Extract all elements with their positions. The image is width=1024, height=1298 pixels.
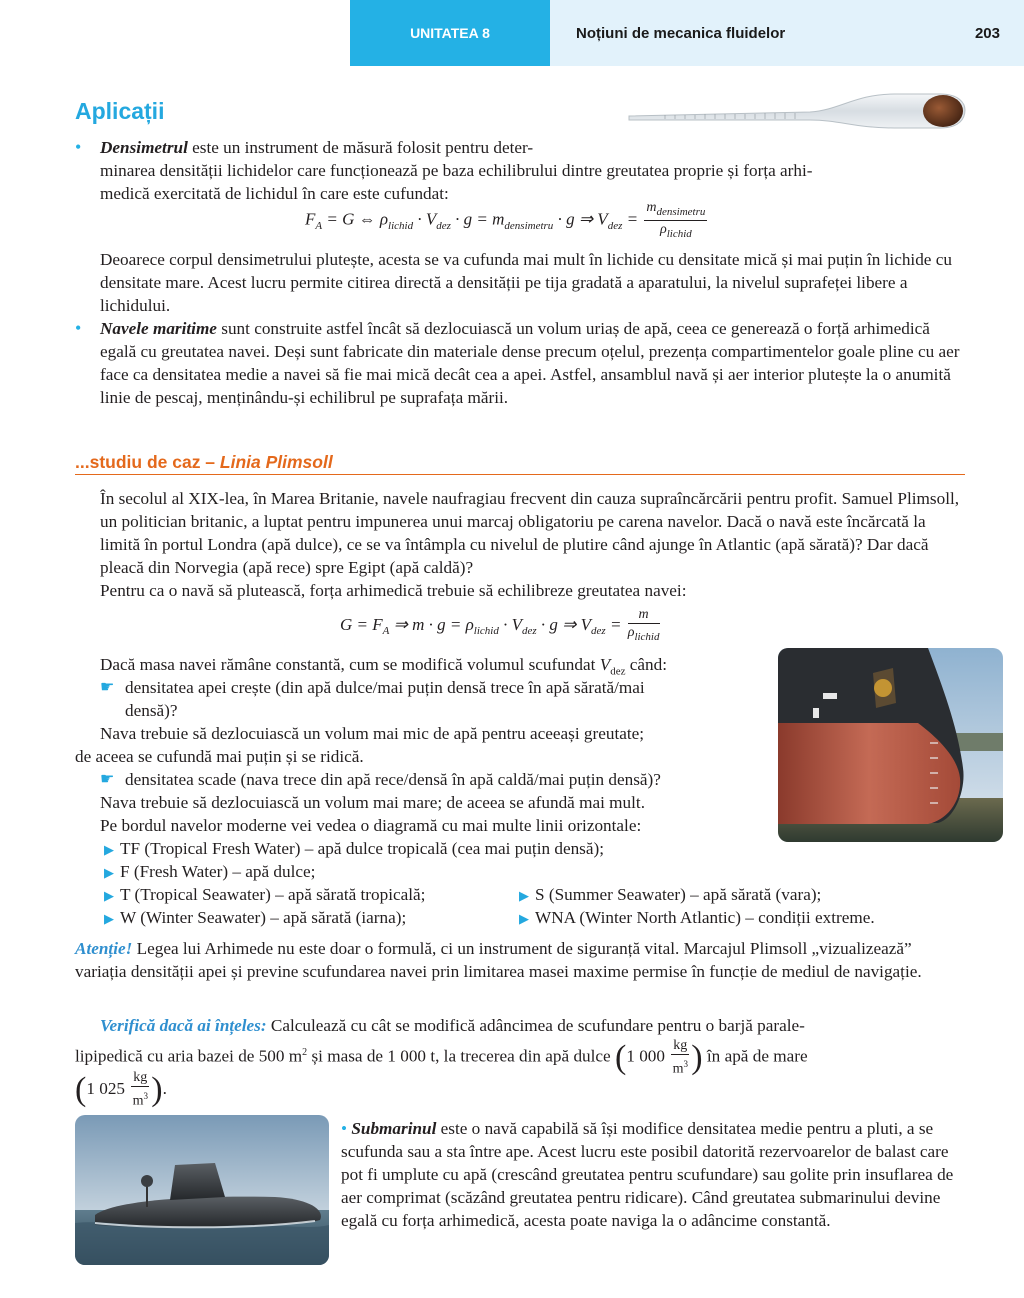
bullet-submarin: • — [341, 1119, 348, 1138]
submarin-keyword: Submarinul — [351, 1119, 437, 1138]
verifica-line-1: Verifică dacă ai înțeles: Calculează cu cât se modifică adâncimea de scufundare pentru o barjă parale- — [100, 1016, 805, 1035]
nave-paragraph: Navele maritime sunt construite astfel încât să dezlocuiască un volum uriaș de apă, ceea ce generează o forță arhimedică egală cu greutatea navei. Deși sunt fabricate din materiale dense precum oțelul, prezența compartimentelor goale pline cu aer face ca densitatea medie a navei să fie mai mică decât cea a apei. Astfel, ansamblul navă și aer interior plutește la o anumită linie de pescaj, menținându-și echilibrul pe suprafața mării. — [100, 319, 960, 407]
densimetru-line-3: medică exercitată de lichidul în care este cufundat: — [100, 184, 449, 203]
list-item: ▶ WNA (Winter North Atlantic) – condiții extreme. — [519, 908, 875, 927]
question-line: Dacă masa navei rămâne constantă, cum se modifică volumul scufundat $V_{dez}$ când: — [100, 655, 667, 678]
triangle-bullet-icon: ▶ — [104, 842, 114, 857]
list-item: ▶ T (Tropical Seawater) – apă sărată tropicală; — [104, 885, 426, 904]
triangle-bullet-icon: ▶ — [104, 911, 114, 926]
diagram-intro: Pe bordul navelor moderne vei vedea o diagramă cu mai multe linii orizontale: — [100, 816, 642, 835]
densimetru-text-1: este un instrument de măsură folosit pentru deter- — [187, 138, 534, 157]
submarin-paragraph: • Submarinul este o navă capabilă să își modifice densitatea medie pentru a pluti, a se scufunda sau a sta între ape. Acest lucru este posibil datorită rezervoarelor de balast care pot fi umplute cu apă (crescând greutatea pentru scufundare) sau golite prin insuflarea de aer comprimat (scăzând greutatea pentru ridicare). Când greutatea submarinului devine egală cu forța arhimedică, acesta poate naviga la o adâncime constantă. — [341, 1119, 954, 1230]
list-item: ▶ W (Winter Seawater) – apă sărată (iarna); — [104, 908, 407, 927]
chapter-header — [550, 0, 1024, 66]
triangle-bullet-icon: ▶ — [104, 888, 114, 903]
answer-1-line-1: Nava trebuie să dezlocuiască un volum mai mic de apă pentru aceeași greutate; — [100, 724, 645, 743]
pointing-hand-icon: ☛ — [100, 771, 115, 788]
atentie-keyword: Atenție! — [75, 939, 133, 958]
verifica-keyword: Verifică dacă ai înțeles: — [100, 1016, 267, 1035]
pointing-hand-icon: ☛ — [100, 679, 115, 696]
answer-2-line: Nava trebuie să dezlocuiască un volum mai mare; de aceea se afundă mai mult. — [100, 793, 645, 812]
densimetru-line-1 — [100, 136, 620, 159]
section-heading-aplicatii: Aplicații — [75, 98, 165, 124]
hydrometer-image — [625, 86, 970, 134]
formula-plutire: $G = F_A$ ⇒ $m \cdot g = \rho_{lichid} \cdot V_{dez} \cdot g$ ⇒ $V_{dez}$ = $\frac{m}{\rho_{lichid}}$ — [340, 607, 660, 643]
unit-kg-per-m3: $\frac{kg}{m^3}$ — [672, 1037, 688, 1077]
ship-hull-photo — [778, 648, 1003, 842]
case-2-line: densitatea scade (nava trece din apă rece/densă în apă caldă/mai puțin densă)? — [125, 770, 661, 789]
nave-keyword: Navele maritime — [100, 319, 217, 338]
case-study-paragraph-2: Pentru ca o navă să plutească, forța arhimedică trebuie să echilibreze greutatea navei: — [100, 581, 687, 600]
triangle-bullet-icon: ▶ — [519, 911, 529, 926]
densimetru-keyword: Densimetrul — [100, 138, 188, 157]
case-study-heading: ...studiu de caz – Linia Plimsoll — [75, 452, 965, 475]
chapter-title: Noțiuni de mecanica fluidelor — [576, 24, 786, 42]
fraction-m-over-rho: $\frac{m_{densimetru}}{\rho_{lichid}}$ — [646, 200, 706, 240]
densimetru-line-2: minarea densității lichidelor care funcționează pe baza echilibrului dintre greutatea proprie și forța arhi- — [100, 161, 813, 180]
unit-label: UNITATEA 8 — [350, 0, 550, 66]
fraction-m-over-rho-2: $\frac{m}{\rho_{lichid}}$ — [627, 607, 660, 643]
triangle-bullet-icon: ▶ — [104, 865, 114, 880]
submarine-photo — [75, 1115, 329, 1265]
page-number: 203 — [974, 24, 1000, 42]
bullet-densimetru: • — [75, 137, 82, 157]
triangle-bullet-icon: ▶ — [519, 888, 529, 903]
verifica-line-2: lipipedică cu aria bazei de 500 $m^2$ și masa de 1 000 t, la trecerea din apă dulce (1 000 $\frac{kg}{m^3}$ ) în apă de mare — [75, 1037, 808, 1077]
atentie-paragraph: Atenție! Legea lui Arhimede nu este doar o formulă, ci un instrument de siguranță vital. Marcajul Plimsoll „vizualizează” variația densității apei și previne scufundarea navei prin limitarea masei maxime permise în funcție de mediul de navigație. — [75, 939, 922, 981]
case-1-line-1: densitatea apei crește (din apă dulce/mai puțin densă trece în apă sărată/mai — [125, 678, 645, 697]
list-item: ▶ TF (Tropical Fresh Water) – apă dulce tropicală (cea mai puțin densă); — [104, 839, 605, 858]
list-item: ▶ F (Fresh Water) – apă dulce; — [104, 862, 316, 881]
case-study-paragraph-1: În secolul al XIX-lea, în Marea Britanie, navele naufragiau frecvent din cauza supraîncărcării pentru profit. Samuel Plimsoll, un politician britanic, a luptat pentru impunerea unui marcaj obligatoriu pe carena navelor. Dacă o navă este încărcată la limită în portul Londra (apă dulce), ce se va întâmpla cu nivelul de plutire când ajunge în Atlantic (apă sărată)? Dar dacă pleacă din Norvegia (apă rece) spre Egipt (apă caldă)? — [100, 489, 960, 577]
densimetru-paragraph-2: Deoarece corpul densimetrului plutește, acesta se va cufunda mai mult în lichide cu densitate mică și mai puțin în lichide cu densitate mare. Acest lucru permite citirea directă a densității pe tija gradată a aparatului, la nivelul suprafeței libere a lichidului. — [100, 250, 952, 315]
verifica-line-3: (1 025 $\frac{kg}{m^3}$ ). — [75, 1070, 167, 1109]
unit-kg-per-m3: $\frac{kg}{m^3}$ — [132, 1070, 148, 1109]
case-1-line-2: densă)? — [125, 701, 178, 720]
answer-1-line-2: de aceea se cufundă mai puțin și se ridică. — [75, 747, 364, 766]
bullet-nave: • — [75, 318, 82, 338]
formula-densimetru: $F_A = G$ ⇔ $\rho_{lichid} \cdot V_{dez} \cdot g = m_{densimetru} \cdot g$ ⇒ $V_{dez}$ = $\frac{m_{densimetru}}{\rho_{lichid}}$ — [305, 200, 706, 240]
list-item: ▶ S (Summer Seawater) – apă sărată (vara); — [519, 885, 822, 904]
